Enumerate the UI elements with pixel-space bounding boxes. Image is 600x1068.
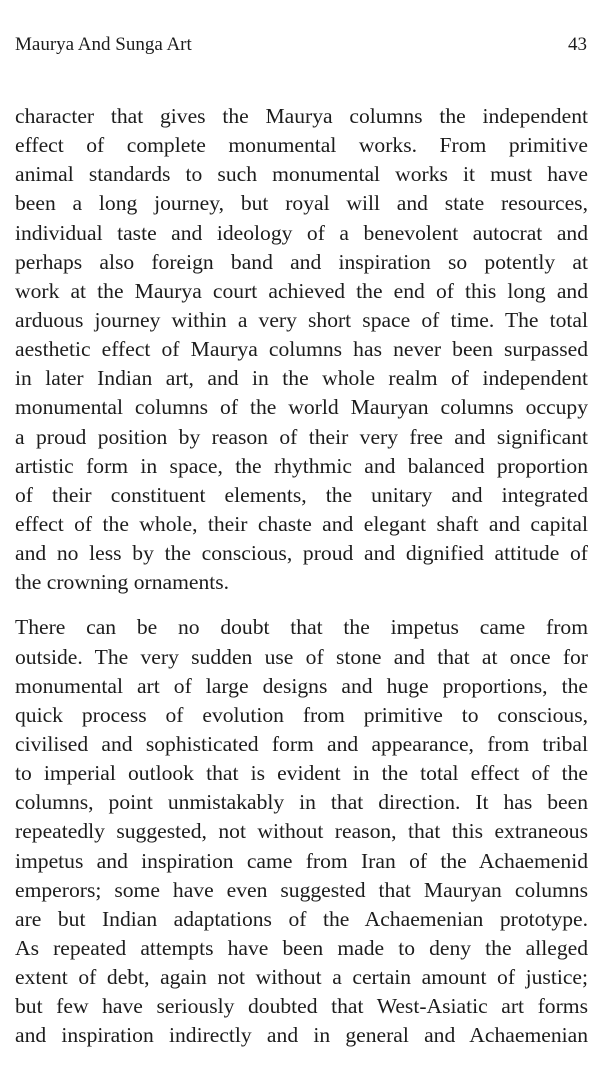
text-line: extent of debt, again not without a certain amount of justice;: [15, 965, 588, 990]
text-line: and no less by the conscious, proud and dignified attitude of: [15, 541, 588, 566]
text-line: outside. The very sudden use of stone and that at once for: [15, 644, 588, 669]
paragraph-1: [15, 102, 588, 597]
text-line: and inspiration indirectly and in general and Achaemenian: [15, 1023, 588, 1048]
text-line: the crowning ornaments.: [15, 570, 230, 595]
text-line: monumental columns of the world Mauryan columns occupy: [15, 395, 588, 420]
text-line: effect of the whole, their chaste and elegant shaft and capital: [15, 511, 588, 536]
text-line: in later Indian art, and in the whole realm of independent: [15, 366, 588, 391]
text-line: quick process of evolution from primitive to conscious,: [15, 702, 588, 727]
page-number: 43: [568, 34, 587, 55]
text-line: impetus and inspiration came from Iran of the Achaemenid: [15, 848, 588, 873]
text-line: character that gives the Maurya columns the independent: [15, 104, 588, 128]
text-line: artistic form in space, the rhythmic and balanced proportion: [15, 453, 588, 478]
text-line: individual taste and ideology of a benevolent autocrat and: [15, 220, 588, 245]
text-line: monumental art of large designs and huge proportions, the: [15, 673, 588, 698]
text-line: a proud position by reason of their very free and significant: [15, 424, 588, 449]
text-line: aesthetic effect of Maurya columns has never been surpassed: [15, 337, 588, 362]
text-line: repeatedly suggested, not without reason, that this extraneous: [15, 819, 588, 844]
text-line: As repeated attempts have been made to deny the alleged: [15, 935, 588, 960]
text-line: effect of complete monumental works. From primitive: [15, 133, 588, 158]
text-line: columns, point unmistakably in that direction. It has been: [15, 790, 588, 815]
text-line: but few have seriously doubted that West-Asiatic art forms: [15, 994, 588, 1019]
text-line: perhaps also foreign band and inspiration so potently at: [15, 249, 588, 274]
running-header: [15, 32, 587, 58]
text-line: There can be no doubt that the impetus came from: [15, 615, 588, 640]
text-line: are but Indian adaptations of the Achaemenian prototype.: [15, 906, 588, 931]
text-line: been a long journey, but royal will and state resources,: [15, 191, 588, 216]
text-line: emperors; some have even suggested that Mauryan columns: [15, 877, 588, 902]
paragraph-2: [15, 613, 588, 1050]
text-line: arduous journey within a very short space of time. The total: [15, 307, 588, 332]
text-line: to imperial outlook that is evident in the total effect of the: [15, 761, 588, 786]
text-line: of their constituent elements, the unitary and integrated: [15, 482, 588, 507]
text-line: work at the Maurya court achieved the end of this long and: [15, 278, 588, 303]
running-title: Maurya And Sunga Art: [15, 34, 192, 55]
body-text: [15, 102, 588, 1051]
text-line: civilised and sophisticated form and appearance, from tribal: [15, 731, 588, 756]
text-line: animal standards to such monumental works it must have: [15, 162, 588, 187]
